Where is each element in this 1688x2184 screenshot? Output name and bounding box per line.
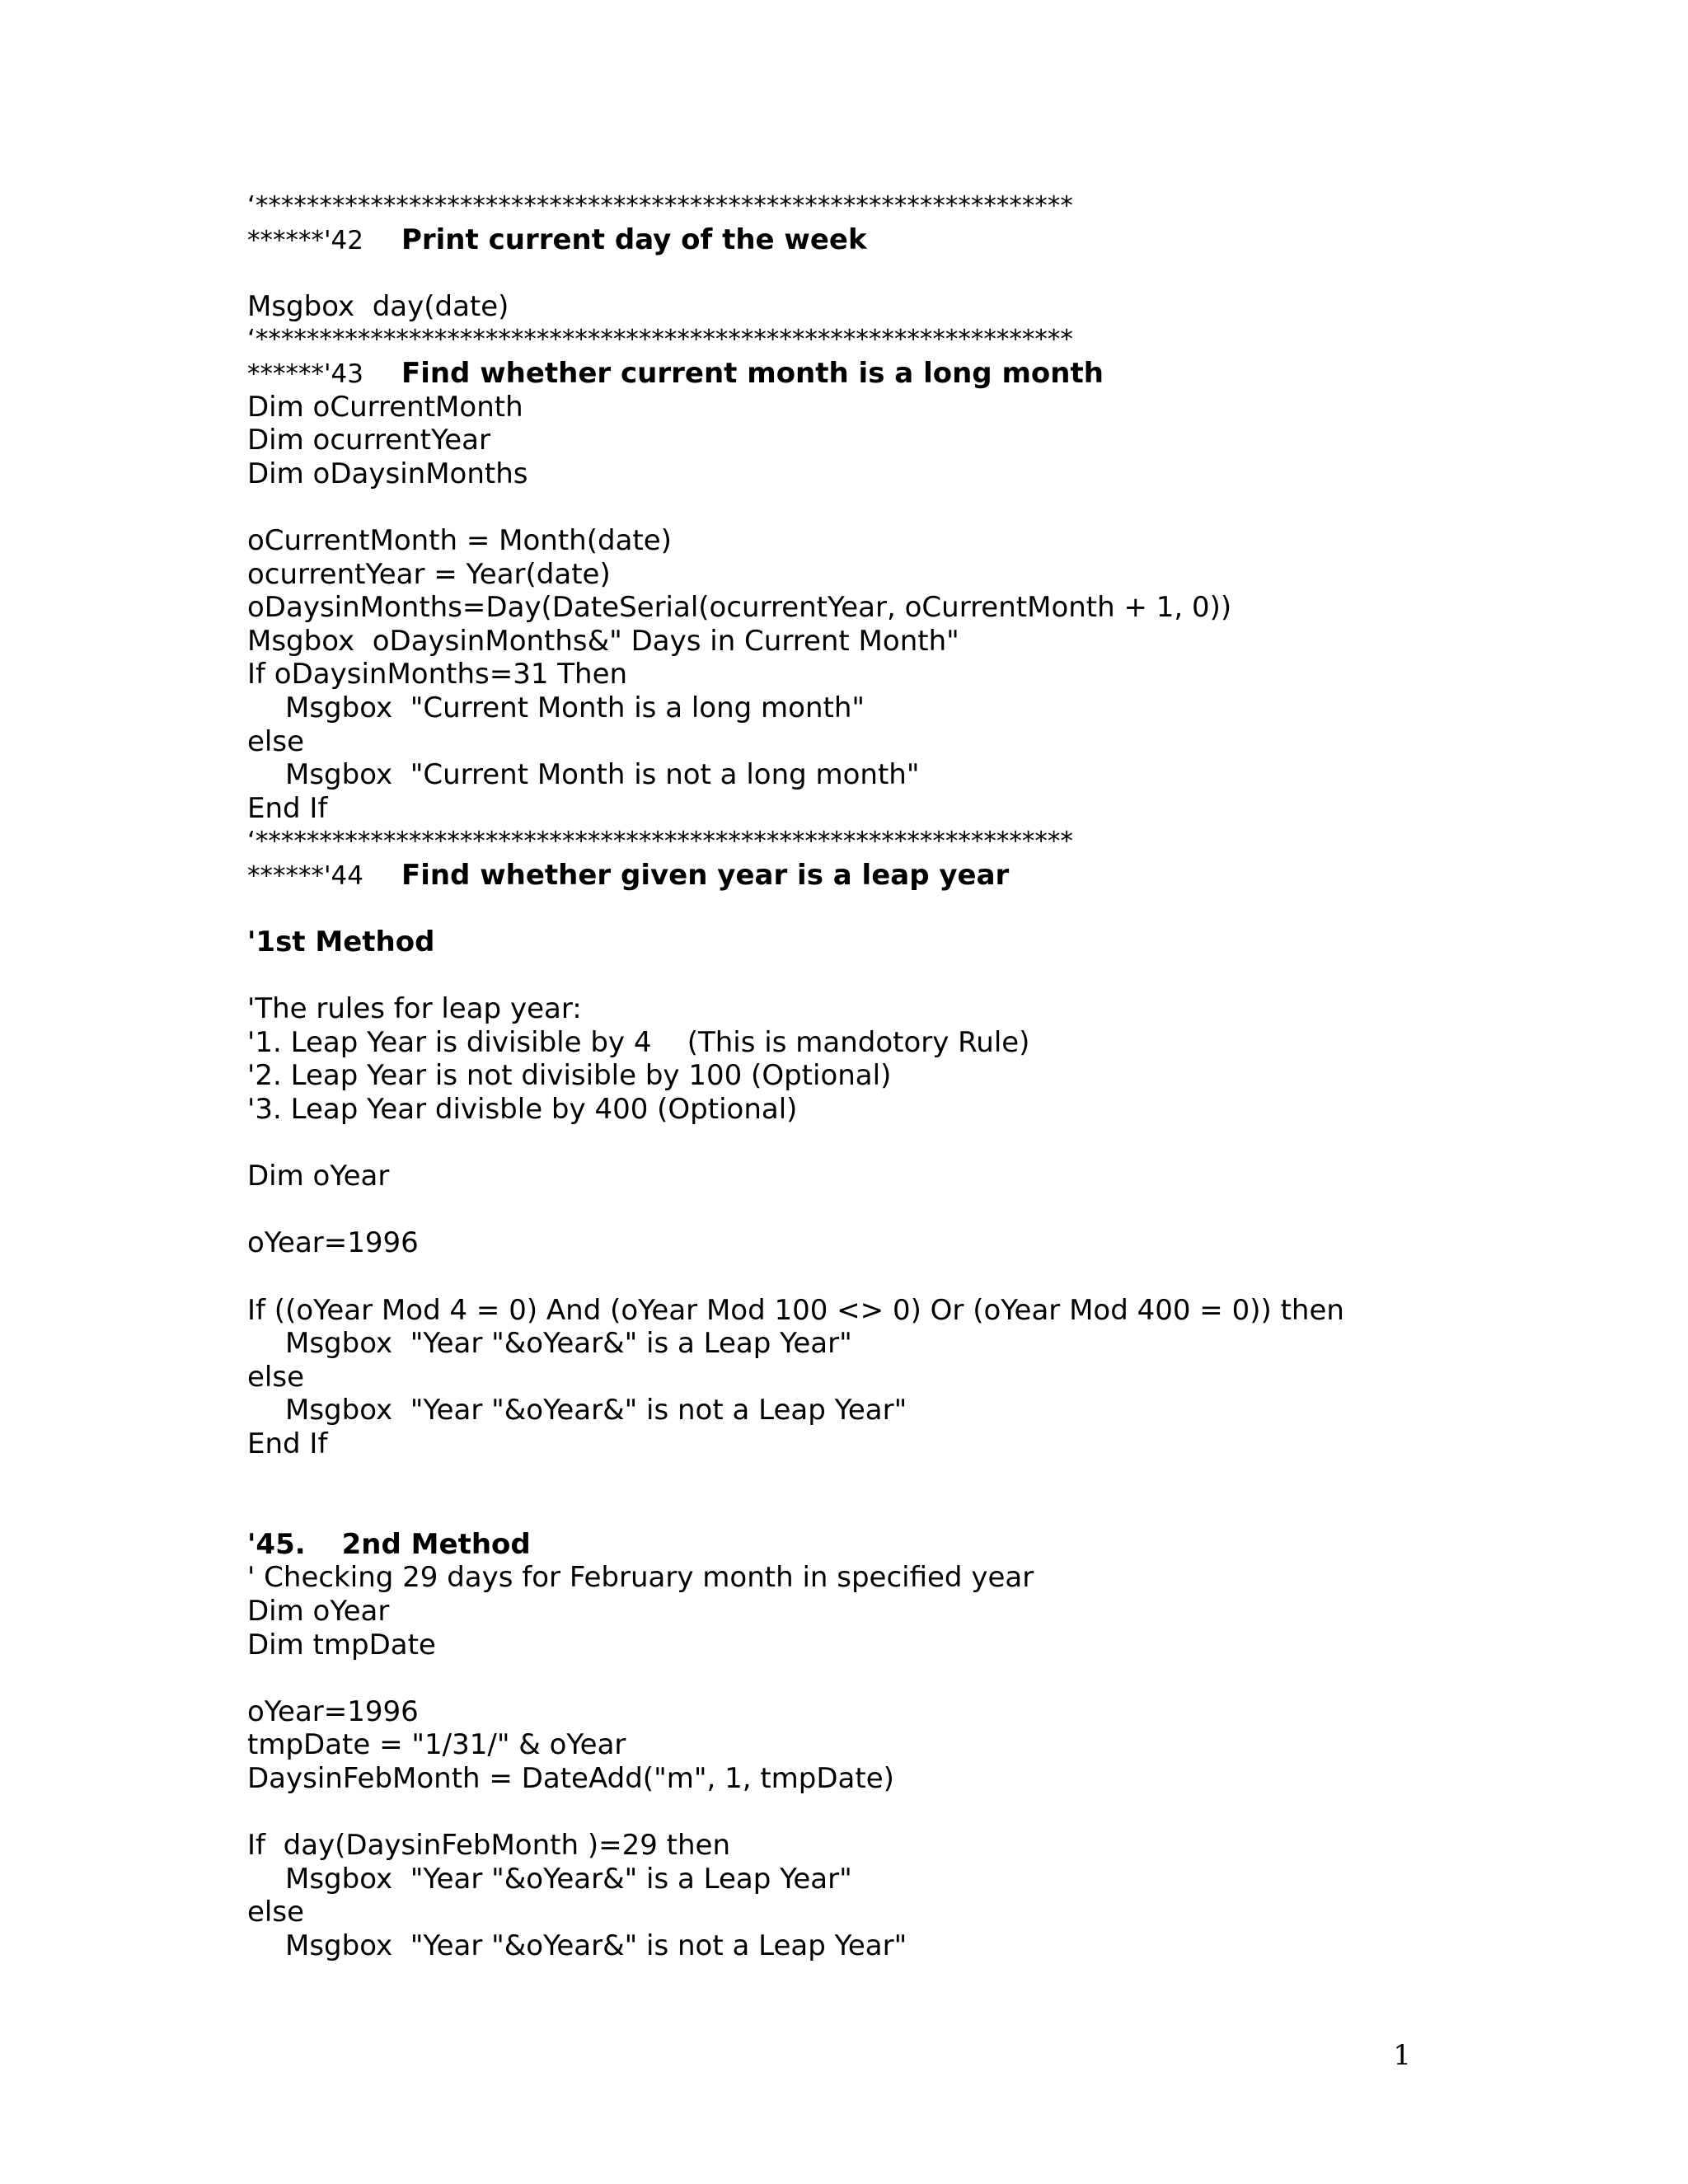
blank-line: [247, 959, 1451, 993]
code-line: else: [247, 1360, 304, 1394]
comment-line: ' Checking 29 days for February month in specified year: [247, 1561, 1034, 1595]
section-42-title: Print current day of the week: [401, 223, 867, 256]
blank-line: [247, 490, 1451, 524]
code-line: Msgbox "Current Month is not a long month": [285, 758, 920, 792]
code-line: If ((oYear Mod 4 = 0) And (oYear Mod 100 <> 0) Or (oYear Mod 400 = 0)) then: [247, 1293, 1344, 1327]
code-line: oDaysinMonths=Day(DateSerial(ocurrentYear, oCurrentMonth + 1, 0)): [247, 591, 1232, 625]
code-line: else: [247, 1896, 304, 1929]
code-line: Msgbox day(date): [247, 289, 509, 323]
comment-line: '3. Leap Year divisble by 400 (Optional): [247, 1093, 798, 1127]
section-43-title: Find whether current month is a long month: [401, 356, 1104, 390]
code-line: Dim oYear: [247, 1160, 390, 1193]
comment-line: 'The rules for leap year:: [247, 992, 582, 1026]
code-line: oYear=1996: [247, 1226, 419, 1260]
section-42-number: ******'42: [247, 225, 363, 255]
code-line: Msgbox "Year "&oYear&" is not a Leap Year": [285, 1929, 907, 1962]
code-line: ocurrentYear = Year(date): [247, 557, 611, 591]
code-line: oYear=1996: [247, 1694, 419, 1728]
code-line: Msgbox "Year "&oYear&" is a Leap Year": [285, 1862, 852, 1896]
comment-line: '1. Leap Year is divisible by 4 (This is mandotory Rule): [247, 1025, 1030, 1059]
code-line: Dim ocurrentYear: [247, 424, 490, 457]
blank-line: [247, 1127, 1451, 1160]
code-line: DaysinFebMonth = DateAdd("m", 1, tmpDate): [247, 1761, 894, 1795]
code-line: Msgbox oDaysinMonths&" Days in Current Month": [247, 624, 959, 658]
blank-line: [247, 256, 1451, 290]
blank-line: [247, 1796, 1451, 1830]
section-44-heading: [247, 859, 1451, 893]
section-43-number: ******'43: [247, 359, 363, 389]
section-42-heading: [247, 223, 1451, 257]
code-line: Dim tmpDate: [247, 1628, 436, 1661]
section-45-heading: [247, 1528, 1451, 1562]
code-line: Dim oCurrentMonth: [247, 390, 523, 424]
code-line: Dim oDaysinMonths: [247, 457, 528, 490]
blank-line: [247, 1494, 1451, 1528]
code-line: Msgbox "Current Month is a long month": [285, 691, 865, 724]
code-line: End If: [247, 791, 328, 825]
section-45-title: 2nd Method: [341, 1527, 531, 1561]
method-heading: '1st Method: [247, 926, 435, 959]
blank-line: [247, 1461, 1451, 1495]
separator-line: ‘****************************************************************: [247, 325, 1073, 355]
code-line: tmpDate = "1/31/" & oYear: [247, 1728, 626, 1762]
separator-line: ‘****************************************************************: [247, 191, 1073, 221]
comment-line: '2. Leap Year is not divisible by 100 (Optional): [247, 1059, 892, 1093]
blank-line: [247, 892, 1451, 926]
code-line: oCurrentMonth = Month(date): [247, 523, 672, 557]
section-45-number: '45.: [247, 1527, 306, 1561]
page-number: 1: [1393, 2039, 1411, 2072]
section-44-number: ******'44: [247, 860, 363, 891]
code-line: If oDaysinMonths=31 Then: [247, 658, 628, 691]
section-43-heading: [247, 357, 1451, 391]
document-body: [247, 190, 1451, 1962]
separator-line: ‘****************************************************************: [247, 827, 1073, 857]
code-line: End If: [247, 1427, 328, 1460]
blank-line: [247, 1661, 1451, 1695]
code-line: Dim oYear: [247, 1594, 390, 1628]
section-44-title: Find whether given year is a leap year: [401, 858, 1010, 892]
blank-line: [247, 1260, 1451, 1294]
code-line: If day(DaysinFebMonth )=29 then: [247, 1829, 731, 1863]
blank-line: [247, 1193, 1451, 1227]
code-line: Msgbox "Year "&oYear&" is not a Leap Year": [285, 1394, 907, 1427]
code-line: Msgbox "Year "&oYear&" is a Leap Year": [285, 1327, 852, 1361]
code-line: else: [247, 724, 304, 758]
